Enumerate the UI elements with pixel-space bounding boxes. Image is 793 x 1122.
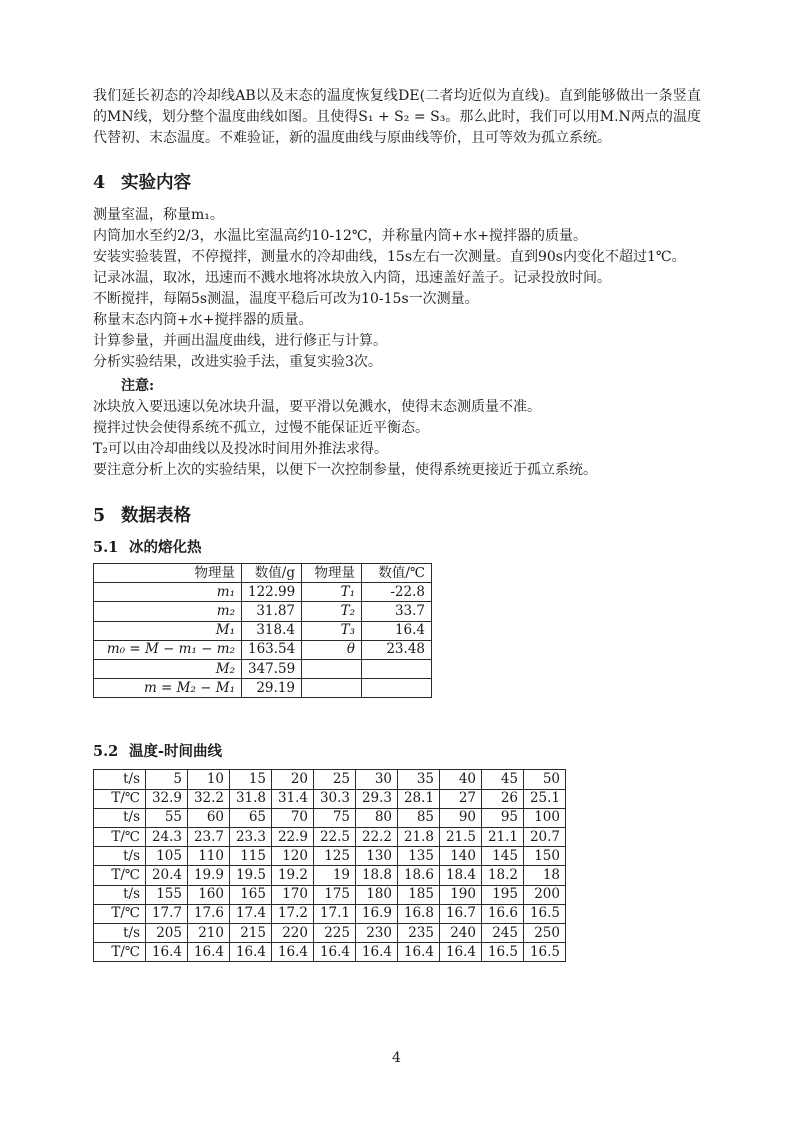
table-row	[94, 602, 432, 621]
table-row	[94, 789, 566, 808]
table-cell: 16.7	[440, 904, 482, 923]
table-cell: 31.87	[242, 602, 302, 621]
section-4-heading	[93, 171, 701, 195]
table-cell: 16.4	[362, 621, 432, 640]
table-cell: 45	[482, 770, 524, 789]
table-cell: 18.2	[482, 866, 524, 885]
experiment-step-line: 内筒加水至约2/3，水温比室温高约10-12℃，并称量内筒+水+搅拌器的质量。	[93, 228, 588, 244]
table-header-cell: 物理量	[94, 564, 242, 583]
table-cell: 100	[524, 808, 566, 827]
table-row	[94, 770, 566, 789]
table-cell: -22.8	[362, 583, 432, 602]
experiment-step-line: 记录冰温，取冰，迅速而不溅水地将冰块放入内筒，迅速盖好盖子。记录投放时间。	[93, 270, 611, 286]
table-cell: 95	[482, 808, 524, 827]
table-cell: 20	[272, 770, 314, 789]
table-cell: 18.8	[356, 866, 398, 885]
experiment-step-line: 分析实验结果，改进实验手法，重复实验3次。	[93, 354, 382, 370]
table-header-cell: 物理量	[302, 564, 362, 583]
table-cell: 23.48	[362, 640, 432, 659]
table-cell: 205	[146, 924, 188, 943]
table-cell: 20.4	[146, 866, 188, 885]
subsection-number: 5.2	[93, 743, 119, 761]
table-cell: 75	[314, 808, 356, 827]
table-cell: T/℃	[94, 943, 146, 962]
note-line: 冰块放入要迅速以免冰块升温，要平滑以免溅水，使得末态测质量不准。	[93, 399, 541, 415]
section-title: 实验内容	[121, 173, 191, 193]
table-cell: 18	[524, 866, 566, 885]
table-cell: 16.6	[482, 904, 524, 923]
table-row	[94, 885, 566, 904]
table-cell: 17.2	[272, 904, 314, 923]
table-row	[94, 679, 432, 698]
table-cell: 32.9	[146, 789, 188, 808]
table-cell: 19.2	[272, 866, 314, 885]
table-cell: t/s	[94, 770, 146, 789]
experiment-step-line: 安装实验装置，不停搅拌，测量水的冷却曲线，15s左右一次测量。直到90s内变化不超过1℃。	[93, 249, 686, 265]
experiment-steps	[93, 205, 701, 373]
table-cell: 24.3	[146, 828, 188, 847]
table-cell: 35	[398, 770, 440, 789]
table-row	[94, 866, 566, 885]
table-cell: 163.54	[242, 640, 302, 659]
table-cell: 30	[356, 770, 398, 789]
table-cell: t/s	[94, 847, 146, 866]
experiment-step-line: 不断搅拌，每隔5s测温，温度平稳后可改为10-15s一次测量。	[93, 291, 479, 307]
section-5-heading	[93, 504, 701, 528]
table-cell: 18.4	[440, 866, 482, 885]
table-cell: T₃	[302, 621, 362, 640]
section-number: 5	[93, 506, 106, 526]
table-cell: T/℃	[94, 866, 146, 885]
table-cell: 32.2	[188, 789, 230, 808]
table-cell: 28.1	[398, 789, 440, 808]
table-cell: 22.5	[314, 828, 356, 847]
notes-list	[93, 397, 701, 481]
table-cell: 16.4	[440, 943, 482, 962]
melting-heat-table	[93, 563, 432, 698]
table-cell: 29.3	[356, 789, 398, 808]
subsection-number: 5.1	[93, 539, 119, 556]
table-cell: 17.6	[188, 904, 230, 923]
table-cell: 235	[398, 924, 440, 943]
table-cell: 23.7	[188, 828, 230, 847]
table-cell: 16.5	[482, 943, 524, 962]
subsection-5-2-heading	[93, 741, 701, 762]
table-cell: 105	[146, 847, 188, 866]
table-cell: 85	[398, 808, 440, 827]
table-cell: 122.99	[242, 583, 302, 602]
table-cell: t/s	[94, 924, 146, 943]
table-cell: 17.1	[314, 904, 356, 923]
table-cell: 25.1	[524, 789, 566, 808]
page-number: 4	[392, 1050, 401, 1066]
table-cell: 200	[524, 885, 566, 904]
table-cell: 210	[188, 924, 230, 943]
table-cell: 60	[188, 808, 230, 827]
table-cell	[362, 679, 432, 698]
table-cell: 22.2	[356, 828, 398, 847]
table-cell: 245	[482, 924, 524, 943]
table-cell: 110	[188, 847, 230, 866]
table-cell: 40	[440, 770, 482, 789]
experiment-step-line: 计算参量，并画出温度曲线，进行修正与计算。	[93, 333, 387, 349]
table-cell: 31.8	[230, 789, 272, 808]
table-cell: 195	[482, 885, 524, 904]
table-cell: 21.5	[440, 828, 482, 847]
table-cell: 33.7	[362, 602, 432, 621]
table-cell: 125	[314, 847, 356, 866]
table-cell: 150	[524, 847, 566, 866]
table-cell	[302, 660, 362, 679]
table-row	[94, 847, 566, 866]
note-line: 搅拌过快会使得系统不孤立，过慢不能保证近平衡态。	[93, 420, 429, 436]
table-cell: 19.9	[188, 866, 230, 885]
table-header-cell: 数值/℃	[362, 564, 432, 583]
table-row	[94, 904, 566, 923]
experiment-step-line: 称量末态内筒+水+搅拌器的质量。	[93, 312, 313, 328]
subsection-5-1-heading	[93, 537, 701, 558]
table-cell: 16.5	[524, 943, 566, 962]
table-cell: 16.9	[356, 904, 398, 923]
table-cell: 16.4	[230, 943, 272, 962]
table-cell: M₂	[94, 660, 242, 679]
table-cell	[362, 660, 432, 679]
table-cell: 155	[146, 885, 188, 904]
section-number: 4	[93, 173, 106, 193]
table-cell: 165	[230, 885, 272, 904]
table-cell: 27	[440, 789, 482, 808]
table-cell: 185	[398, 885, 440, 904]
subsection-title: 冰的熔化热	[129, 539, 202, 556]
table-cell: 225	[314, 924, 356, 943]
table-cell: T/℃	[94, 789, 146, 808]
table-cell: 18.6	[398, 866, 440, 885]
table-cell: 140	[440, 847, 482, 866]
table-row	[94, 640, 432, 659]
table-cell: θ	[302, 640, 362, 659]
table-cell: 19.5	[230, 866, 272, 885]
table-cell: 21.1	[482, 828, 524, 847]
table-cell: 120	[272, 847, 314, 866]
table-cell: T₂	[302, 602, 362, 621]
table-cell: 220	[272, 924, 314, 943]
table-cell: 16.8	[398, 904, 440, 923]
table-cell	[302, 679, 362, 698]
table-cell: 55	[146, 808, 188, 827]
table-cell: 5	[146, 770, 188, 789]
table-cell: 25	[314, 770, 356, 789]
table-cell: T/℃	[94, 828, 146, 847]
table-cell: 215	[230, 924, 272, 943]
table-row	[94, 924, 566, 943]
table-cell: 230	[356, 924, 398, 943]
table-cell: 30.3	[314, 789, 356, 808]
table-cell: 347.59	[242, 660, 302, 679]
table-row	[94, 943, 566, 962]
table-cell: m₂	[94, 602, 242, 621]
table-cell: 190	[440, 885, 482, 904]
table-cell: 26	[482, 789, 524, 808]
table-cell: 65	[230, 808, 272, 827]
experiment-step-line: 测量室温，称量m₁。	[93, 207, 224, 223]
table-cell: 318.4	[242, 621, 302, 640]
table-cell: 160	[188, 885, 230, 904]
section-title: 数据表格	[121, 506, 191, 526]
table-cell: t/s	[94, 808, 146, 827]
table-header-cell: 数值/g	[242, 564, 302, 583]
table-row	[94, 808, 566, 827]
table-cell: 10	[188, 770, 230, 789]
table-cell: 170	[272, 885, 314, 904]
table-cell: 17.4	[230, 904, 272, 923]
table-row	[94, 583, 432, 602]
table-cell: 240	[440, 924, 482, 943]
note-line: 要注意分析上次的实验结果，以便下一次控制参量，使得系统更接近于孤立系统。	[93, 462, 597, 478]
table-cell: 22.9	[272, 828, 314, 847]
table-cell: 15	[230, 770, 272, 789]
table-cell: 70	[272, 808, 314, 827]
table-cell: m₀ = M − m₁ − m₂	[94, 640, 242, 659]
intro-paragraph: 我们延长初态的冷却线AB以及末态的温度恢复线DE(二者均近似为直线)。直到能够做出一条竖直的MN线，划分整个温度曲线如图。且使得S₁ + S₂ = S₃。那么此时，我们可以用M.N两点的温度代替初、末态温度。不难验证，新的温度曲线与原曲线等价，且可等效为孤立系统。	[93, 88, 701, 146]
table-cell: 20.7	[524, 828, 566, 847]
table-cell: t/s	[94, 885, 146, 904]
table-cell: 115	[230, 847, 272, 866]
table-row	[94, 621, 432, 640]
table-cell: T₁	[302, 583, 362, 602]
table-cell: 19	[314, 866, 356, 885]
table-cell: M₁	[94, 621, 242, 640]
table-cell: 31.4	[272, 789, 314, 808]
subsection-title: 温度-时间曲线	[129, 743, 223, 761]
table-cell: 16.4	[398, 943, 440, 962]
table-cell: 16.4	[314, 943, 356, 962]
table-row	[94, 660, 432, 679]
note-line: T₂可以由冷却曲线以及投冰时间用外推法求得。	[93, 441, 388, 457]
table-cell: 130	[356, 847, 398, 866]
table-cell: m = M₂ − M₁	[94, 679, 242, 698]
table-cell: 250	[524, 924, 566, 943]
table-cell: 135	[398, 847, 440, 866]
table-cell: 180	[356, 885, 398, 904]
table-cell: m₁	[94, 583, 242, 602]
table-cell: 16.4	[146, 943, 188, 962]
table-cell: 80	[356, 808, 398, 827]
table-cell: 17.7	[146, 904, 188, 923]
table-cell: 16.4	[356, 943, 398, 962]
temperature-time-table	[93, 769, 566, 962]
notes-label: 注意:	[121, 378, 155, 394]
table-cell: 16.4	[188, 943, 230, 962]
table-cell: 16.5	[524, 904, 566, 923]
table-cell: 21.8	[398, 828, 440, 847]
table-cell: 23.3	[230, 828, 272, 847]
table-header-row	[94, 564, 432, 583]
table-cell: 16.4	[272, 943, 314, 962]
table-cell: T/℃	[94, 904, 146, 923]
table-cell: 145	[482, 847, 524, 866]
table-cell: 50	[524, 770, 566, 789]
table-cell: 29.19	[242, 679, 302, 698]
table-cell: 175	[314, 885, 356, 904]
table-row	[94, 828, 566, 847]
table-cell: 90	[440, 808, 482, 827]
